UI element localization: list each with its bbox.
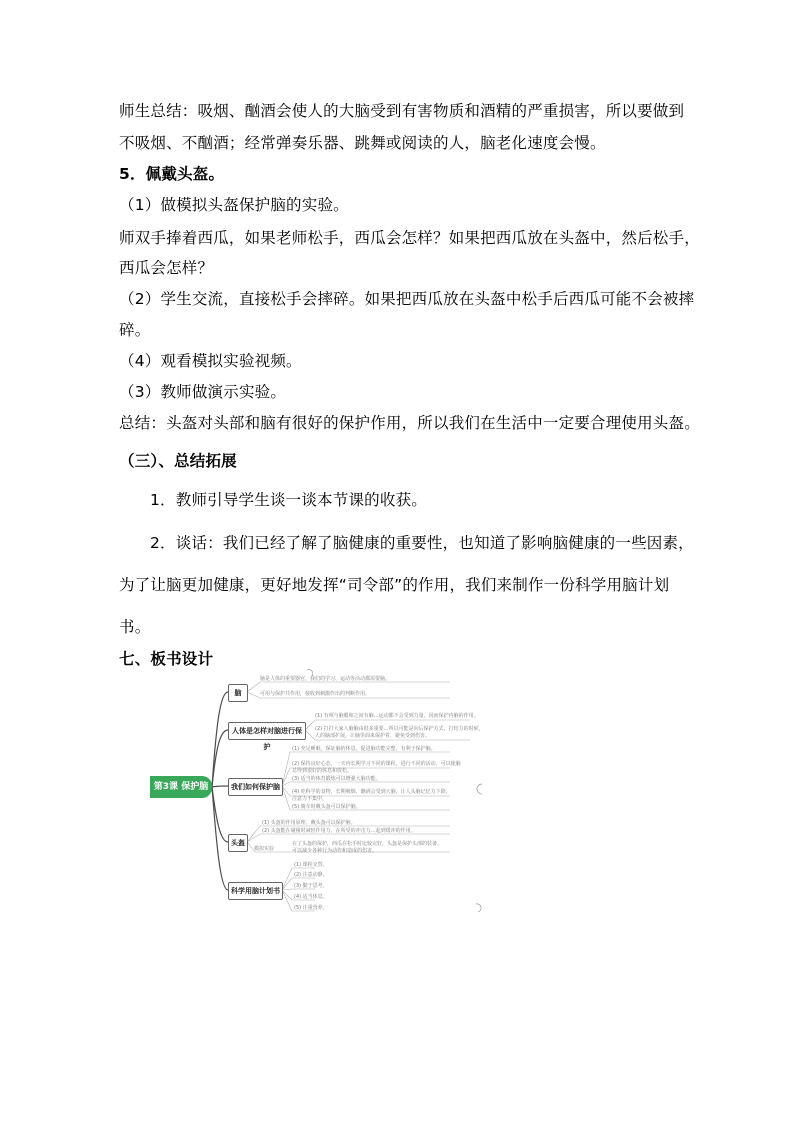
- mindmap-leaf: 脑是人体的重要器官，我们的学习、运动等活动都需要脑。: [260, 676, 391, 682]
- mindmap-node-body-protection: 人体是怎样对脑进行保护: [228, 722, 306, 740]
- mindmap-leaf: (1) 有颅与脑膜和之间有脑…运动都不会受到力量，因而保护内脑的作用。: [315, 713, 479, 719]
- paragraph-line: 1．教师引导学生谈一谈本节课的收获。: [150, 491, 427, 509]
- mindmap-node-study-plan: 科学用脑计划书: [228, 882, 283, 900]
- mindmap-leaf: 模拟实验: [254, 846, 275, 852]
- paragraph-line: （4）观看模拟实验视频。: [119, 352, 302, 370]
- paragraph-line: 师双手捧着西瓜，如果老师松手，西瓜会怎样？如果把西瓜放在头盔中，然后松手，: [119, 229, 700, 247]
- section-heading: （三）、总结拓展: [119, 452, 237, 470]
- board-design-mindmap: [150, 668, 485, 916]
- mindmap-root: 第3课 保护脑: [150, 776, 212, 798]
- mindmap-leaf: 可以减少各种行为动作和造成的伤害。: [292, 848, 378, 854]
- mindmap-node-brain: 脑: [228, 684, 248, 702]
- paragraph-line: （2）学生交流，直接松手会摔碎。如果把西瓜放在头盔中松手后西瓜可能不会被摔: [119, 290, 695, 308]
- mindmap-leaf: 总得到很好的休息和放松。: [292, 768, 353, 774]
- mindmap-leaf: (1) 课程交替。: [294, 862, 328, 868]
- section-heading: 5．佩戴头盔。: [119, 165, 225, 183]
- mindmap-leaf: 注意力不集中。: [292, 796, 328, 802]
- paragraph-line: 西瓜会怎样？: [119, 259, 214, 277]
- paragraph-line: 总结：头盔对头部和脑有很好的保护作用，所以我们在生活中一定要合理使用头盔。: [119, 414, 700, 432]
- mindmap-leaf: (1) 充足睡眠，保证脑的休息，促进脑功能完整，有利于保护脑。: [292, 746, 436, 752]
- paragraph-line: （1）做模拟头盔保护脑的实验。: [119, 196, 349, 214]
- mindmap-leaf: (3) 勤于思考。: [294, 883, 328, 889]
- paragraph-line: 师生总结：吸烟、酗酒会使人的大脑受到有害物质和酒精的严重损害，所以要做到: [119, 102, 685, 120]
- mindmap-leaf: (2) 打打大家人脑脑由很多重要…所以可能是向后保护方式，打结力的时候，: [315, 726, 484, 732]
- mindmap-leaf: (2) 保持良好心态，一天内长期学习不同的课程，进行不同的活动，可以使脑: [292, 761, 461, 767]
- mindmap-leaf: (5) 骑车时戴头盔可以保护脑。: [292, 804, 361, 810]
- mindmap-leaf: (1) 头盔的作用原理，戴头盔可以保护脑。: [262, 820, 356, 826]
- mindmap-leaf: (3) 适当的体育锻炼可以增强大脑功能。: [292, 776, 381, 782]
- mindmap-leaf: 人的脑部扩展，让脑里面来保护着，避免受到伤害。: [315, 733, 431, 739]
- paragraph-line: 不吸烟、不酗酒；经常弹奏乐器、跳舞或阅读的人，脑老化速度会慢。: [119, 134, 606, 152]
- paragraph-line: 为了让脑更加健康，更好地发挥“司令部”的作用，我们来制作一份科学用脑计划: [119, 576, 670, 594]
- paragraph-line: （3）教师做演示实验。: [119, 383, 287, 401]
- mindmap-node-how-to-protect: 我们如何保护脑: [228, 778, 283, 796]
- paragraph-line: 2．谈话：我们已经了解了脑健康的重要性，也知道了影响脑健康的一些因素，: [150, 534, 694, 552]
- mindmap-leaf: (4) 吃科学的食物，长期吸烟、酗酒会受到大脑，让人头脑记忆力下降，: [292, 789, 451, 795]
- mindmap-leaf: 在了头盔的保护，西瓜在松手时比较完好，头盔是保护头部的装备。: [292, 841, 443, 847]
- mindmap-node-helmet: 头盔: [228, 834, 248, 852]
- mindmap-leaf: 可用与保护共作用，接收到刺激作出的判断作用。: [260, 691, 371, 697]
- mindmap-leaf: (2) 注意动静。: [294, 872, 328, 878]
- mindmap-leaf: (2) 头盔能在碰撞时减轻作用力，在所受的冲击力…起到缓冲的作用。: [262, 828, 416, 834]
- paragraph-line: 碎。: [119, 321, 151, 339]
- section-heading: 七、板书设计: [119, 650, 214, 668]
- mindmap-leaf: (5) 注重营养。: [294, 905, 328, 911]
- paragraph-line: 书。: [119, 618, 151, 636]
- mindmap-leaf: (4) 适当休息。: [294, 894, 328, 900]
